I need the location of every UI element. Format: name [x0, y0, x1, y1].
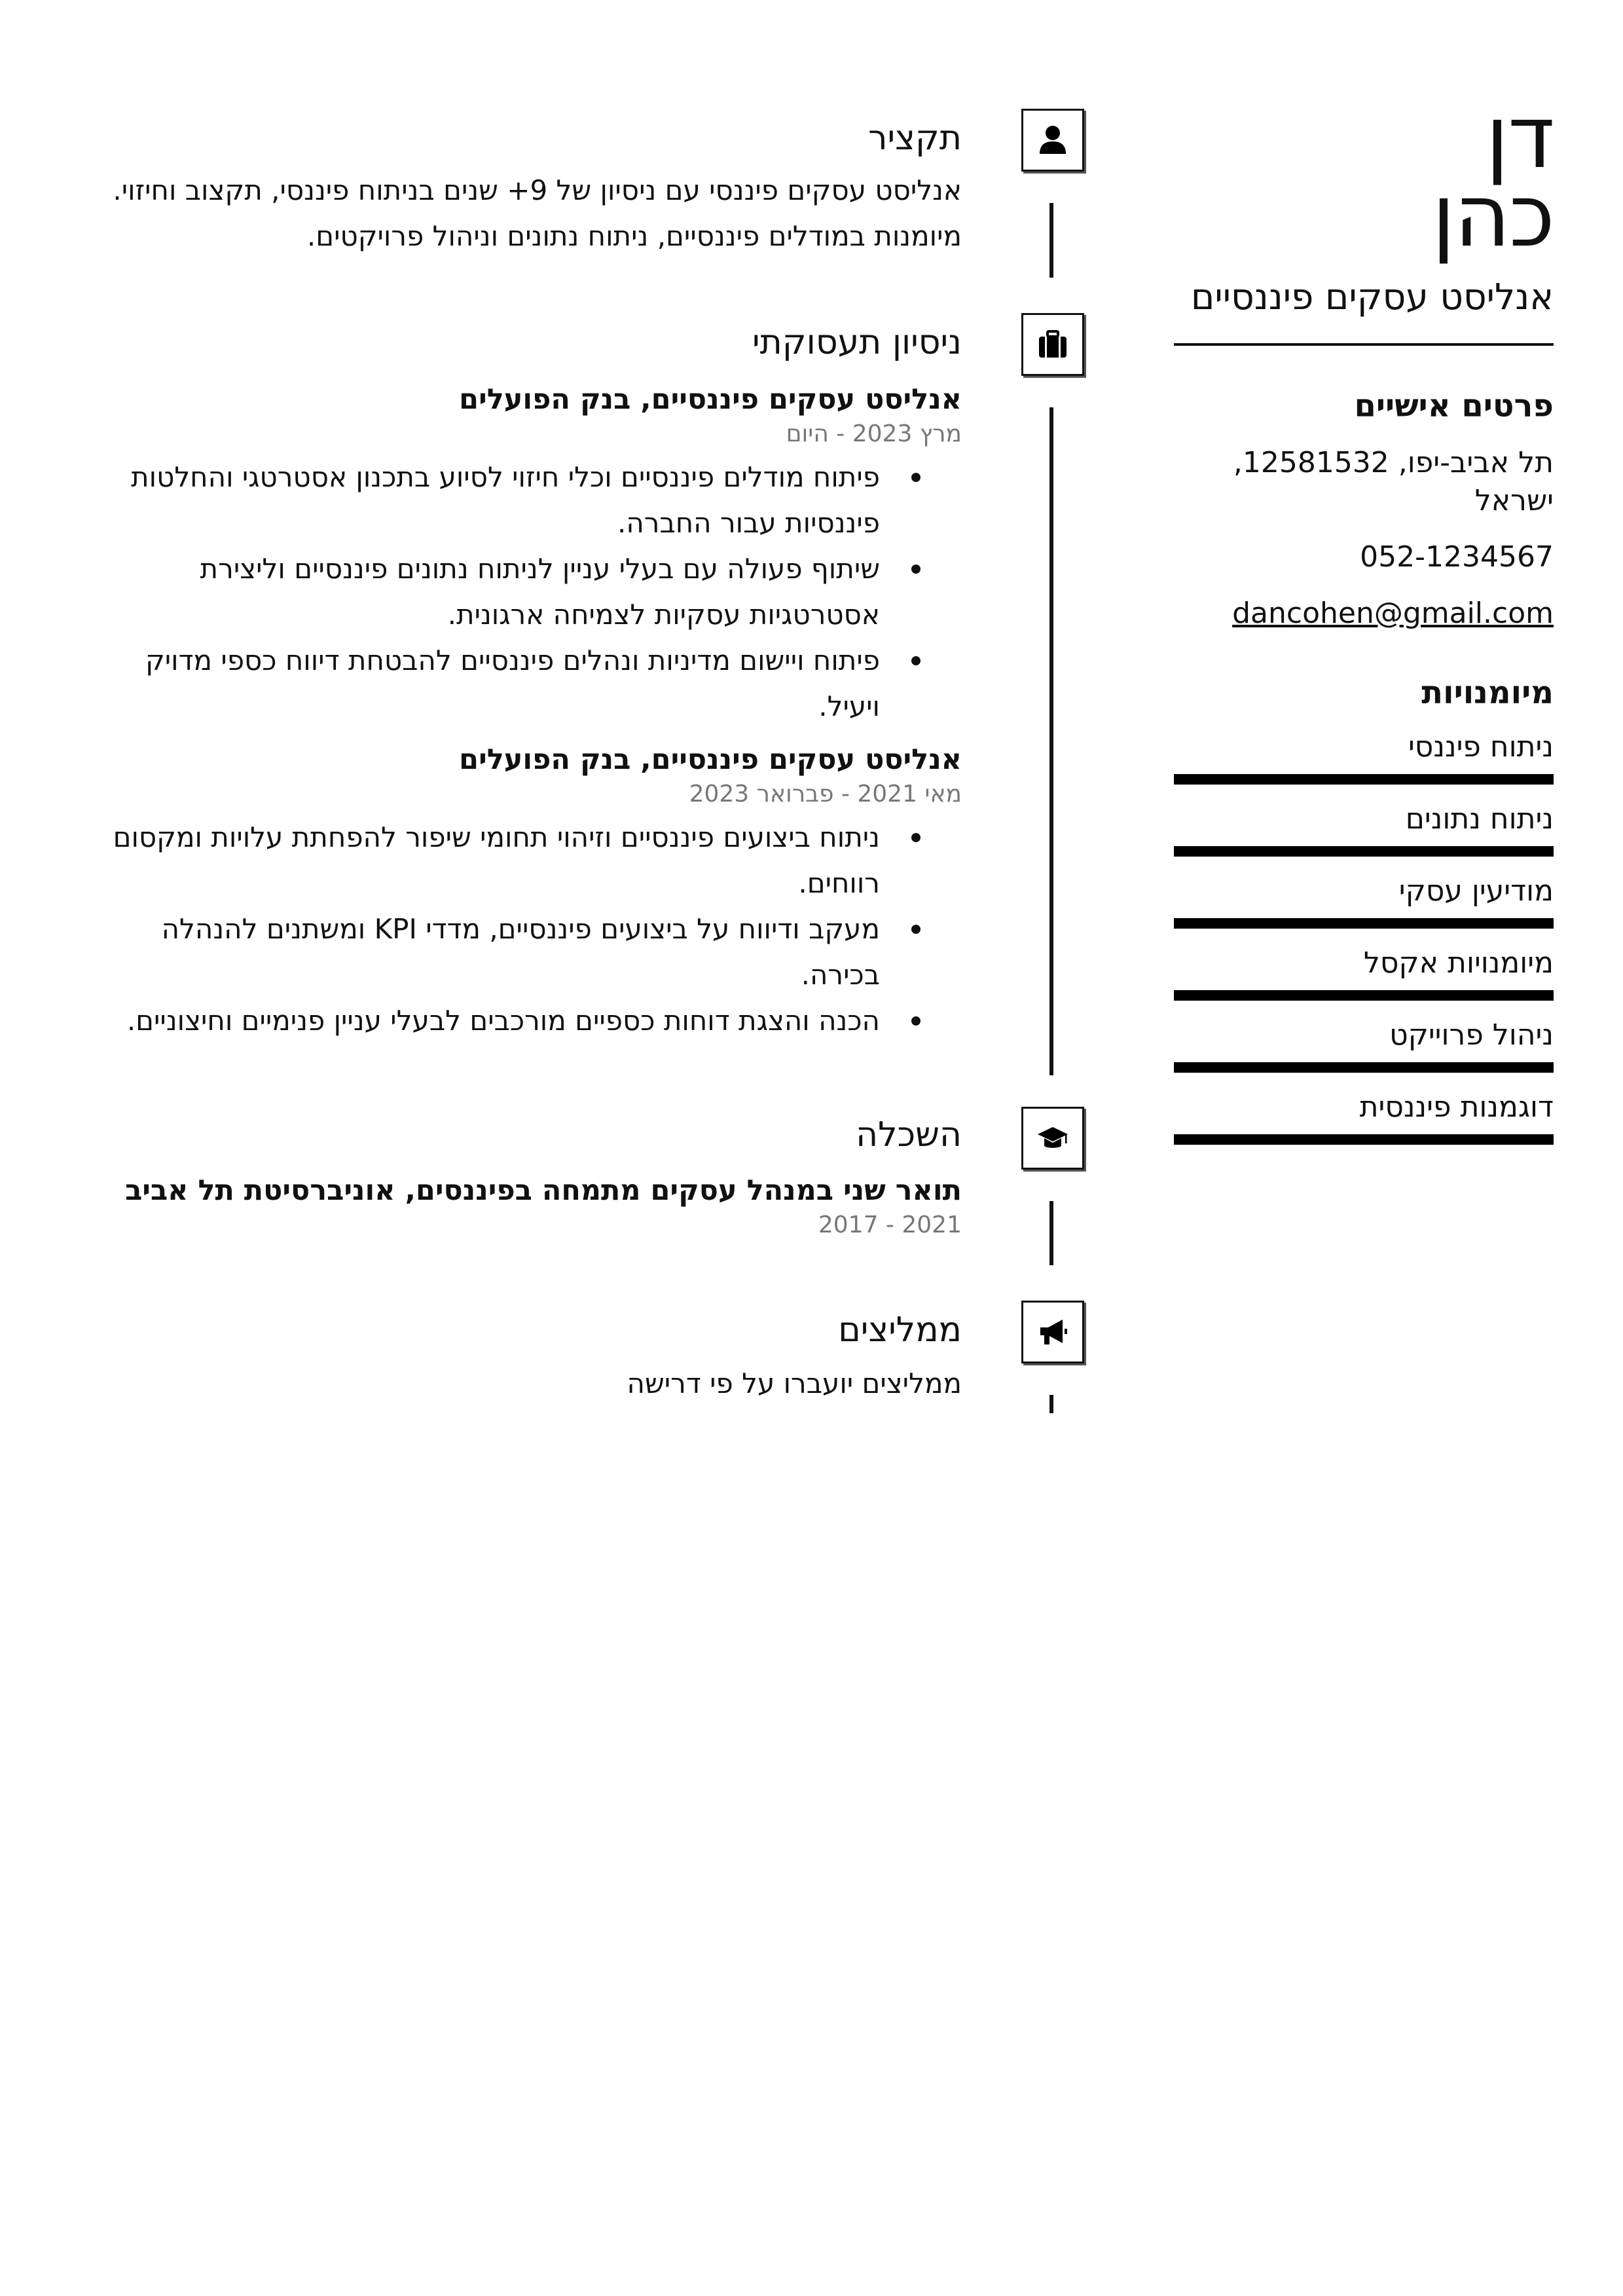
skill-level-fill — [1174, 990, 1554, 1001]
job-bullets — [111, 454, 962, 730]
skill-level-fill — [1174, 774, 1554, 785]
skills-heading: מיומנויות — [1421, 675, 1554, 711]
skill-label: ניתוח פיננסי — [1408, 730, 1554, 764]
job-title: אנליסט עסקים פיננסיים, בנק הפועלים — [459, 743, 962, 776]
bullet-item: פיתוח ויישום מדיניות ונהלים פיננסיים להבטחת דיווח כספי מדויק ויעיל. — [111, 638, 880, 730]
references-heading: ממליצים — [838, 1310, 962, 1350]
skill-level-bar — [1174, 918, 1554, 929]
summary-heading: תקציר — [868, 119, 962, 158]
experience-section — [111, 321, 962, 1044]
title-divider — [1174, 343, 1554, 346]
skill-level-fill — [1174, 1062, 1554, 1073]
bullet-item: ניתוח ביצועים פיננסיים וזיהוי תחומי שיפור להפחתת עלויות ומקסום רווחים. — [111, 815, 880, 906]
job-entry — [111, 740, 962, 1044]
briefcase-icon — [1036, 328, 1069, 361]
timeline-segment — [1049, 1395, 1053, 1413]
skill-item — [1174, 944, 1554, 1001]
skill-item — [1174, 1088, 1554, 1145]
references-section — [111, 1308, 962, 1407]
education-icon-box — [1021, 1107, 1084, 1170]
job-title: אנליסט עסקים פיננסיים — [1190, 276, 1554, 318]
last-name: כהן — [1431, 166, 1554, 267]
skill-item — [1174, 872, 1554, 929]
experience-heading: ניסיון תעסוקתי — [752, 323, 962, 362]
skill-level-bar — [1174, 774, 1554, 785]
experience-icon-box — [1021, 313, 1084, 376]
skill-item — [1174, 800, 1554, 857]
job-bullets — [111, 815, 962, 1044]
skill-label: ניתוח נתונים — [1405, 802, 1554, 836]
education-section — [111, 1113, 962, 1240]
bullet-item: שיתוף פעולה עם בעלי עניין לניתוח נתונים פיננסיים וליצירת אסטרטגיות עסקיות לצמיחה ארגונית. — [111, 546, 880, 638]
skill-level-fill — [1174, 846, 1554, 857]
skill-label: ניהול פרוייקט — [1389, 1018, 1554, 1052]
phone: 052-1234567 — [1360, 540, 1554, 574]
graduation-cap-icon — [1036, 1122, 1069, 1155]
skills-list — [1174, 728, 1554, 1145]
skill-level-bar — [1174, 1062, 1554, 1073]
education-heading: השכלה — [856, 1115, 962, 1155]
megaphone-icon — [1036, 1316, 1069, 1348]
skill-label: מודיעין עסקי — [1398, 874, 1554, 908]
summary-section — [111, 117, 962, 259]
references-text: ממליצים יועברו על פי דרישה — [627, 1367, 962, 1399]
email-row — [1174, 595, 1554, 633]
skill-level-fill — [1174, 918, 1554, 929]
bullet-item: מעקב ודיווח על ביצועים פיננסיים, מדדי KPI ומשתנים להנהלה בכירה. — [111, 906, 880, 998]
summary-text: אנליסט עסקים פיננסי עם ניסיון של 9+ שנים בניתוח פיננסי, תקצוב וחיזוי. מיומנות במודלים פיננסיים, ניתוח נתונים וניהול פרויקטים. — [113, 174, 962, 252]
first-name: דן — [1485, 87, 1554, 188]
personal-details-heading: פרטים אישיים — [1354, 388, 1554, 424]
timeline-segment — [1049, 407, 1053, 1075]
degree: תואר שני במנהל עסקים מתמחה בפיננסים, אוניברסיטת תל אביב — [125, 1174, 962, 1207]
address: תל אביב-יפו, 12581532, ישראל — [1233, 446, 1554, 517]
skill-level-bar — [1174, 1134, 1554, 1145]
skill-level-bar — [1174, 990, 1554, 1001]
bullet-item: הכנה והצגת דוחות כספיים מורכבים לבעלי עניין פנימיים וחיצוניים. — [111, 998, 880, 1044]
timeline-segment — [1049, 203, 1053, 278]
skill-label: דוגמנות פיננסית — [1359, 1090, 1554, 1124]
job-title: אנליסט עסקים פיננסיים, בנק הפועלים — [459, 383, 962, 416]
email-link[interactable]: dancohen@gmail.com — [1232, 597, 1554, 630]
summary-icon-box — [1021, 109, 1084, 172]
skill-item — [1174, 1016, 1554, 1073]
skill-level-fill — [1174, 1134, 1554, 1145]
job-entry — [111, 380, 962, 730]
sidebar — [1174, 87, 1554, 1145]
job-dates: מרץ 2023 - היום — [786, 420, 962, 447]
job-dates: מאי 2021 - פברואר 2023 — [689, 781, 962, 807]
skill-label: מיומנויות אקסל — [1363, 946, 1554, 980]
skill-item — [1174, 728, 1554, 785]
user-icon — [1036, 124, 1069, 157]
education-dates: 2017 - 2021 — [818, 1212, 962, 1238]
references-icon-box — [1021, 1301, 1084, 1363]
skill-level-bar — [1174, 846, 1554, 857]
timeline-segment — [1049, 1201, 1053, 1265]
bullet-item: פיתוח מודלים פיננסיים וכלי חיזוי לסיוע בתכנון אסטרטגי והחלטות פיננסיות עבור החברה. — [111, 454, 880, 546]
